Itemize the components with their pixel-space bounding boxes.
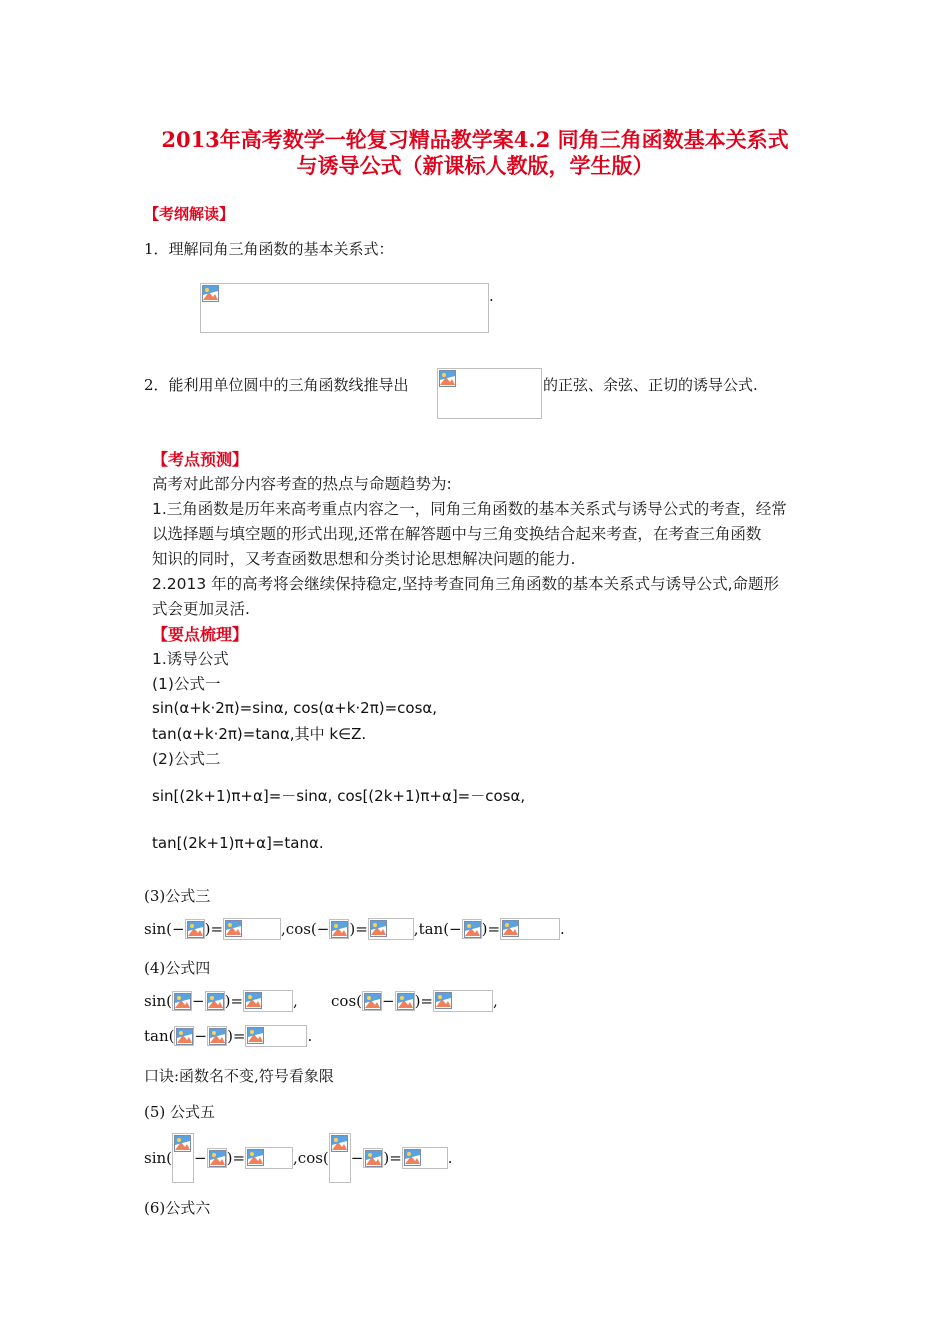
formula-five-row — [144, 1133, 453, 1183]
broken-image-icon — [207, 993, 224, 1010]
tan-text: tan( — [144, 1027, 175, 1045]
pi-over-2-image — [329, 1133, 351, 1183]
close-eq: )= — [204, 920, 224, 938]
broken-image-icon — [209, 1150, 226, 1167]
broken-image-icon — [331, 921, 348, 938]
sin-text: sin( — [144, 1149, 173, 1167]
minus-sign: − — [350, 1149, 364, 1167]
result-image — [368, 918, 414, 940]
comma: , — [293, 1149, 298, 1167]
close-eq: )= — [226, 1149, 246, 1167]
prediction-line-4: 知识的同时，又考查函数思想和分类讨论思想解决问题的能力. — [152, 550, 576, 568]
close-eq: )= — [349, 920, 368, 938]
cos-text: cos( — [331, 992, 362, 1010]
cos-text: cos( — [297, 1149, 329, 1167]
formula-four-row-1 — [144, 990, 498, 1012]
minus-sign: − — [172, 920, 185, 938]
alpha-image — [329, 919, 349, 939]
result-image — [245, 1147, 293, 1169]
alpha-image — [395, 991, 415, 1011]
formula-six-label: (6)公式六 — [144, 1199, 211, 1217]
formula-image-basic-relations — [200, 283, 489, 333]
alpha-image — [363, 1148, 383, 1168]
key-points-heading: 【要点梳理】 — [152, 625, 249, 644]
result-image — [433, 990, 493, 1012]
broken-image-icon — [174, 1135, 191, 1152]
comma: , — [413, 920, 419, 938]
close-eq: )= — [227, 1027, 246, 1045]
minus-sign: − — [192, 992, 205, 1010]
formula-three-label: (3)公式三 — [144, 887, 211, 905]
alpha-image — [207, 1026, 227, 1046]
end-period: . — [560, 920, 565, 938]
formula-two-line-2: tan[(2k+1)π+α]=tanα. — [152, 834, 324, 852]
broken-image-icon — [370, 920, 387, 937]
mnemonic: 口诀:函数名不变,符号看象限 — [144, 1067, 334, 1085]
formula-image-angles — [437, 368, 542, 419]
outline-heading: 【考纲解读】 — [144, 205, 235, 223]
broken-image-icon — [364, 993, 381, 1010]
pi-image — [174, 1026, 194, 1046]
key-points-line-2: (1)公式一 — [152, 675, 221, 693]
sin-text: sin( — [144, 992, 173, 1010]
formula-five-label: (5) 公式五 — [144, 1103, 216, 1121]
title-line-1: 2013年高考数学一轮复习精品教学案4.2 同角三角函数基本关系式 — [161, 127, 789, 152]
close-eq: )= — [224, 992, 244, 1010]
formula-four-row-2 — [144, 1025, 312, 1047]
alpha-image — [462, 919, 482, 939]
broken-image-icon — [247, 1027, 264, 1044]
cos-text: cos( — [285, 920, 317, 938]
title-line-2: 与诱导公式（新课标人教版，学生版） — [296, 153, 654, 178]
result-image — [245, 1025, 307, 1047]
outline-item-1: 1．理解同角三角函数的基本关系式： — [144, 240, 394, 258]
result-image — [243, 990, 293, 1012]
close-eq: )= — [481, 920, 501, 938]
broken-image-icon — [404, 1149, 421, 1166]
formula-three-row — [144, 918, 565, 940]
broken-image-icon — [245, 992, 262, 1009]
outline-item-2-before: 2．能利用单位圆中的三角函数线推导出 — [144, 376, 409, 394]
prediction-line-1: 高考对此部分内容考查的热点与命题趋势为: — [152, 475, 452, 493]
broken-image-icon — [174, 993, 191, 1010]
minus-sign: − — [316, 920, 330, 938]
prediction-line-5: 2.2013 年的高考将会继续保持稳定,坚持考查同角三角函数的基本关系式与诱导公式,命题形 — [152, 575, 780, 593]
broken-image-icon — [464, 921, 481, 938]
formula-four-label: (4)公式四 — [144, 959, 211, 977]
comma: , — [293, 992, 298, 1010]
result-image — [500, 918, 560, 940]
comma: , — [281, 920, 286, 938]
broken-image-icon — [439, 370, 456, 387]
formula-two-line-1: sin[(2k+1)π+α]=－sinα, cos[(2k+1)π+α]=－cosα, — [152, 787, 526, 805]
alpha-image — [205, 991, 225, 1011]
minus-sign: − — [382, 992, 395, 1010]
outline-item-1-end: . — [489, 287, 494, 305]
prediction-line-3: 以选择题与填空题的形式出现,还常在解答题中与三角变换结合起来考查，在考查三角函数 — [152, 525, 762, 543]
prediction-line-6: 式会更加灵活. — [152, 600, 250, 618]
formula-one-line-2: tan(α+k·2π)=tanα,其中 k∈Z. — [152, 725, 367, 743]
broken-image-icon — [502, 920, 519, 937]
result-image — [402, 1147, 448, 1169]
broken-image-icon — [176, 1028, 193, 1045]
alpha-image — [185, 919, 205, 939]
prediction-heading: 【考点预测】 — [152, 450, 249, 469]
broken-image-icon — [435, 992, 452, 1009]
close-eq: )= — [383, 1149, 402, 1167]
broken-image-icon — [187, 921, 204, 938]
result-image — [223, 918, 281, 940]
sin-text: sin( — [144, 920, 173, 938]
broken-image-icon — [331, 1135, 348, 1152]
broken-image-icon — [365, 1150, 382, 1167]
pi-image — [362, 991, 382, 1011]
formula-one-line-1: sin(α+k·2π)=sinα, cos(α+k·2π)=cosα, — [152, 699, 438, 717]
pi-over-2-image — [172, 1133, 194, 1183]
comma: , — [493, 992, 498, 1010]
alpha-image — [207, 1148, 227, 1168]
broken-image-icon — [397, 993, 414, 1010]
minus-sign: − — [449, 920, 462, 938]
pi-image — [172, 991, 192, 1011]
end-period: . — [447, 1149, 453, 1167]
close-eq: )= — [414, 992, 433, 1010]
end-period: . — [307, 1027, 313, 1045]
minus-sign: − — [194, 1027, 208, 1045]
broken-image-icon — [202, 285, 219, 302]
minus-sign: − — [194, 1149, 207, 1167]
outline-item-2-after: 的正弦、余弦、正切的诱导公式. — [543, 376, 758, 394]
key-points-line-5: (2)公式二 — [152, 750, 221, 768]
broken-image-icon — [247, 1149, 264, 1166]
broken-image-icon — [225, 920, 242, 937]
key-points-line-1: 1.诱导公式 — [152, 650, 229, 668]
tan-text: tan( — [418, 920, 450, 938]
broken-image-icon — [209, 1028, 226, 1045]
prediction-line-2: 1.三角函数是历年来高考重点内容之一，同角三角函数的基本关系式与诱导公式的考查，经常 — [152, 500, 787, 518]
